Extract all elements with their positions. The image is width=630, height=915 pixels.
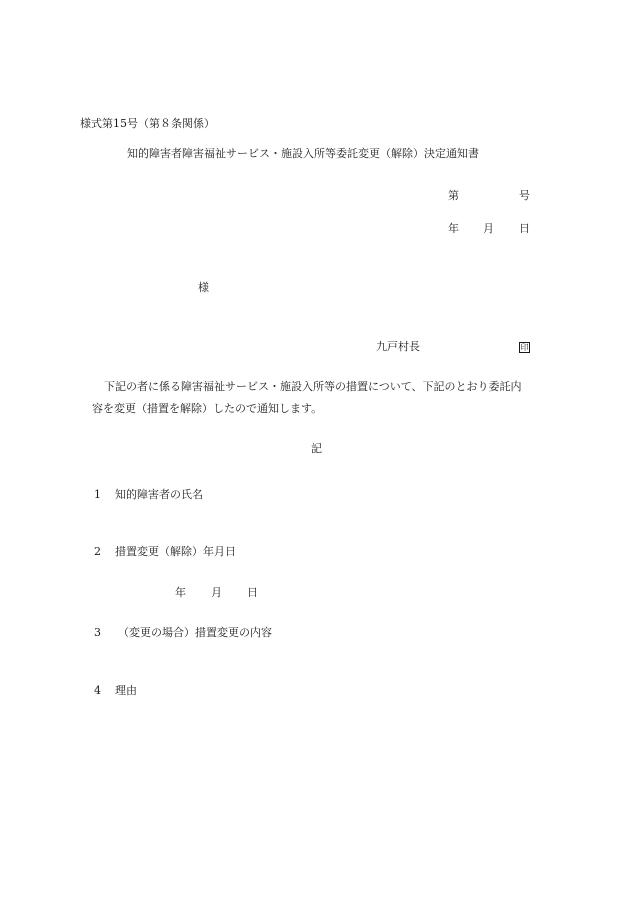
form-label: 様式第15号（第８条関係） <box>80 117 215 130</box>
change-date-month: 月 <box>211 586 222 599</box>
issuer-seal <box>519 341 530 353</box>
item-4-number: 4 <box>94 684 101 697</box>
issue-date-year: 年 <box>448 222 459 235</box>
issuer-name: 九戸村長 <box>376 340 420 353</box>
item-1-number: 1 <box>94 488 101 501</box>
doc-number-dai: 第 <box>448 189 459 202</box>
change-date-year: 年 <box>175 586 186 599</box>
item-3-number: 3 <box>94 626 101 639</box>
item-2-number: 2 <box>94 545 101 558</box>
change-date-day: 日 <box>247 586 258 599</box>
doc-number-go: 号 <box>519 189 530 202</box>
item-1-label: 知的障害者の氏名 <box>115 488 203 501</box>
ki-heading: 記 <box>311 442 322 455</box>
seal-mark: 印 <box>520 343 529 352</box>
body-line-2: 容を変更（措置を解除）したので通知します。 <box>92 402 323 415</box>
document-title: 知的障害者障害福祉サービス・施設入所等委託変更（解除）決定通知書 <box>127 147 479 160</box>
item-2-label: 措置変更（解除）年月日 <box>115 545 236 558</box>
item-4-label: 理由 <box>115 684 137 697</box>
issue-date-day: 日 <box>519 222 530 235</box>
addressee-suffix: 様 <box>198 281 209 294</box>
body-line-1: 下記の者に係る障害福祉サービス・施設入所等の措置について、下記のとおり委託内 <box>104 380 522 393</box>
issue-date-month: 月 <box>483 222 494 235</box>
item-3-label: （変更の場合）措置変更の内容 <box>118 626 272 639</box>
